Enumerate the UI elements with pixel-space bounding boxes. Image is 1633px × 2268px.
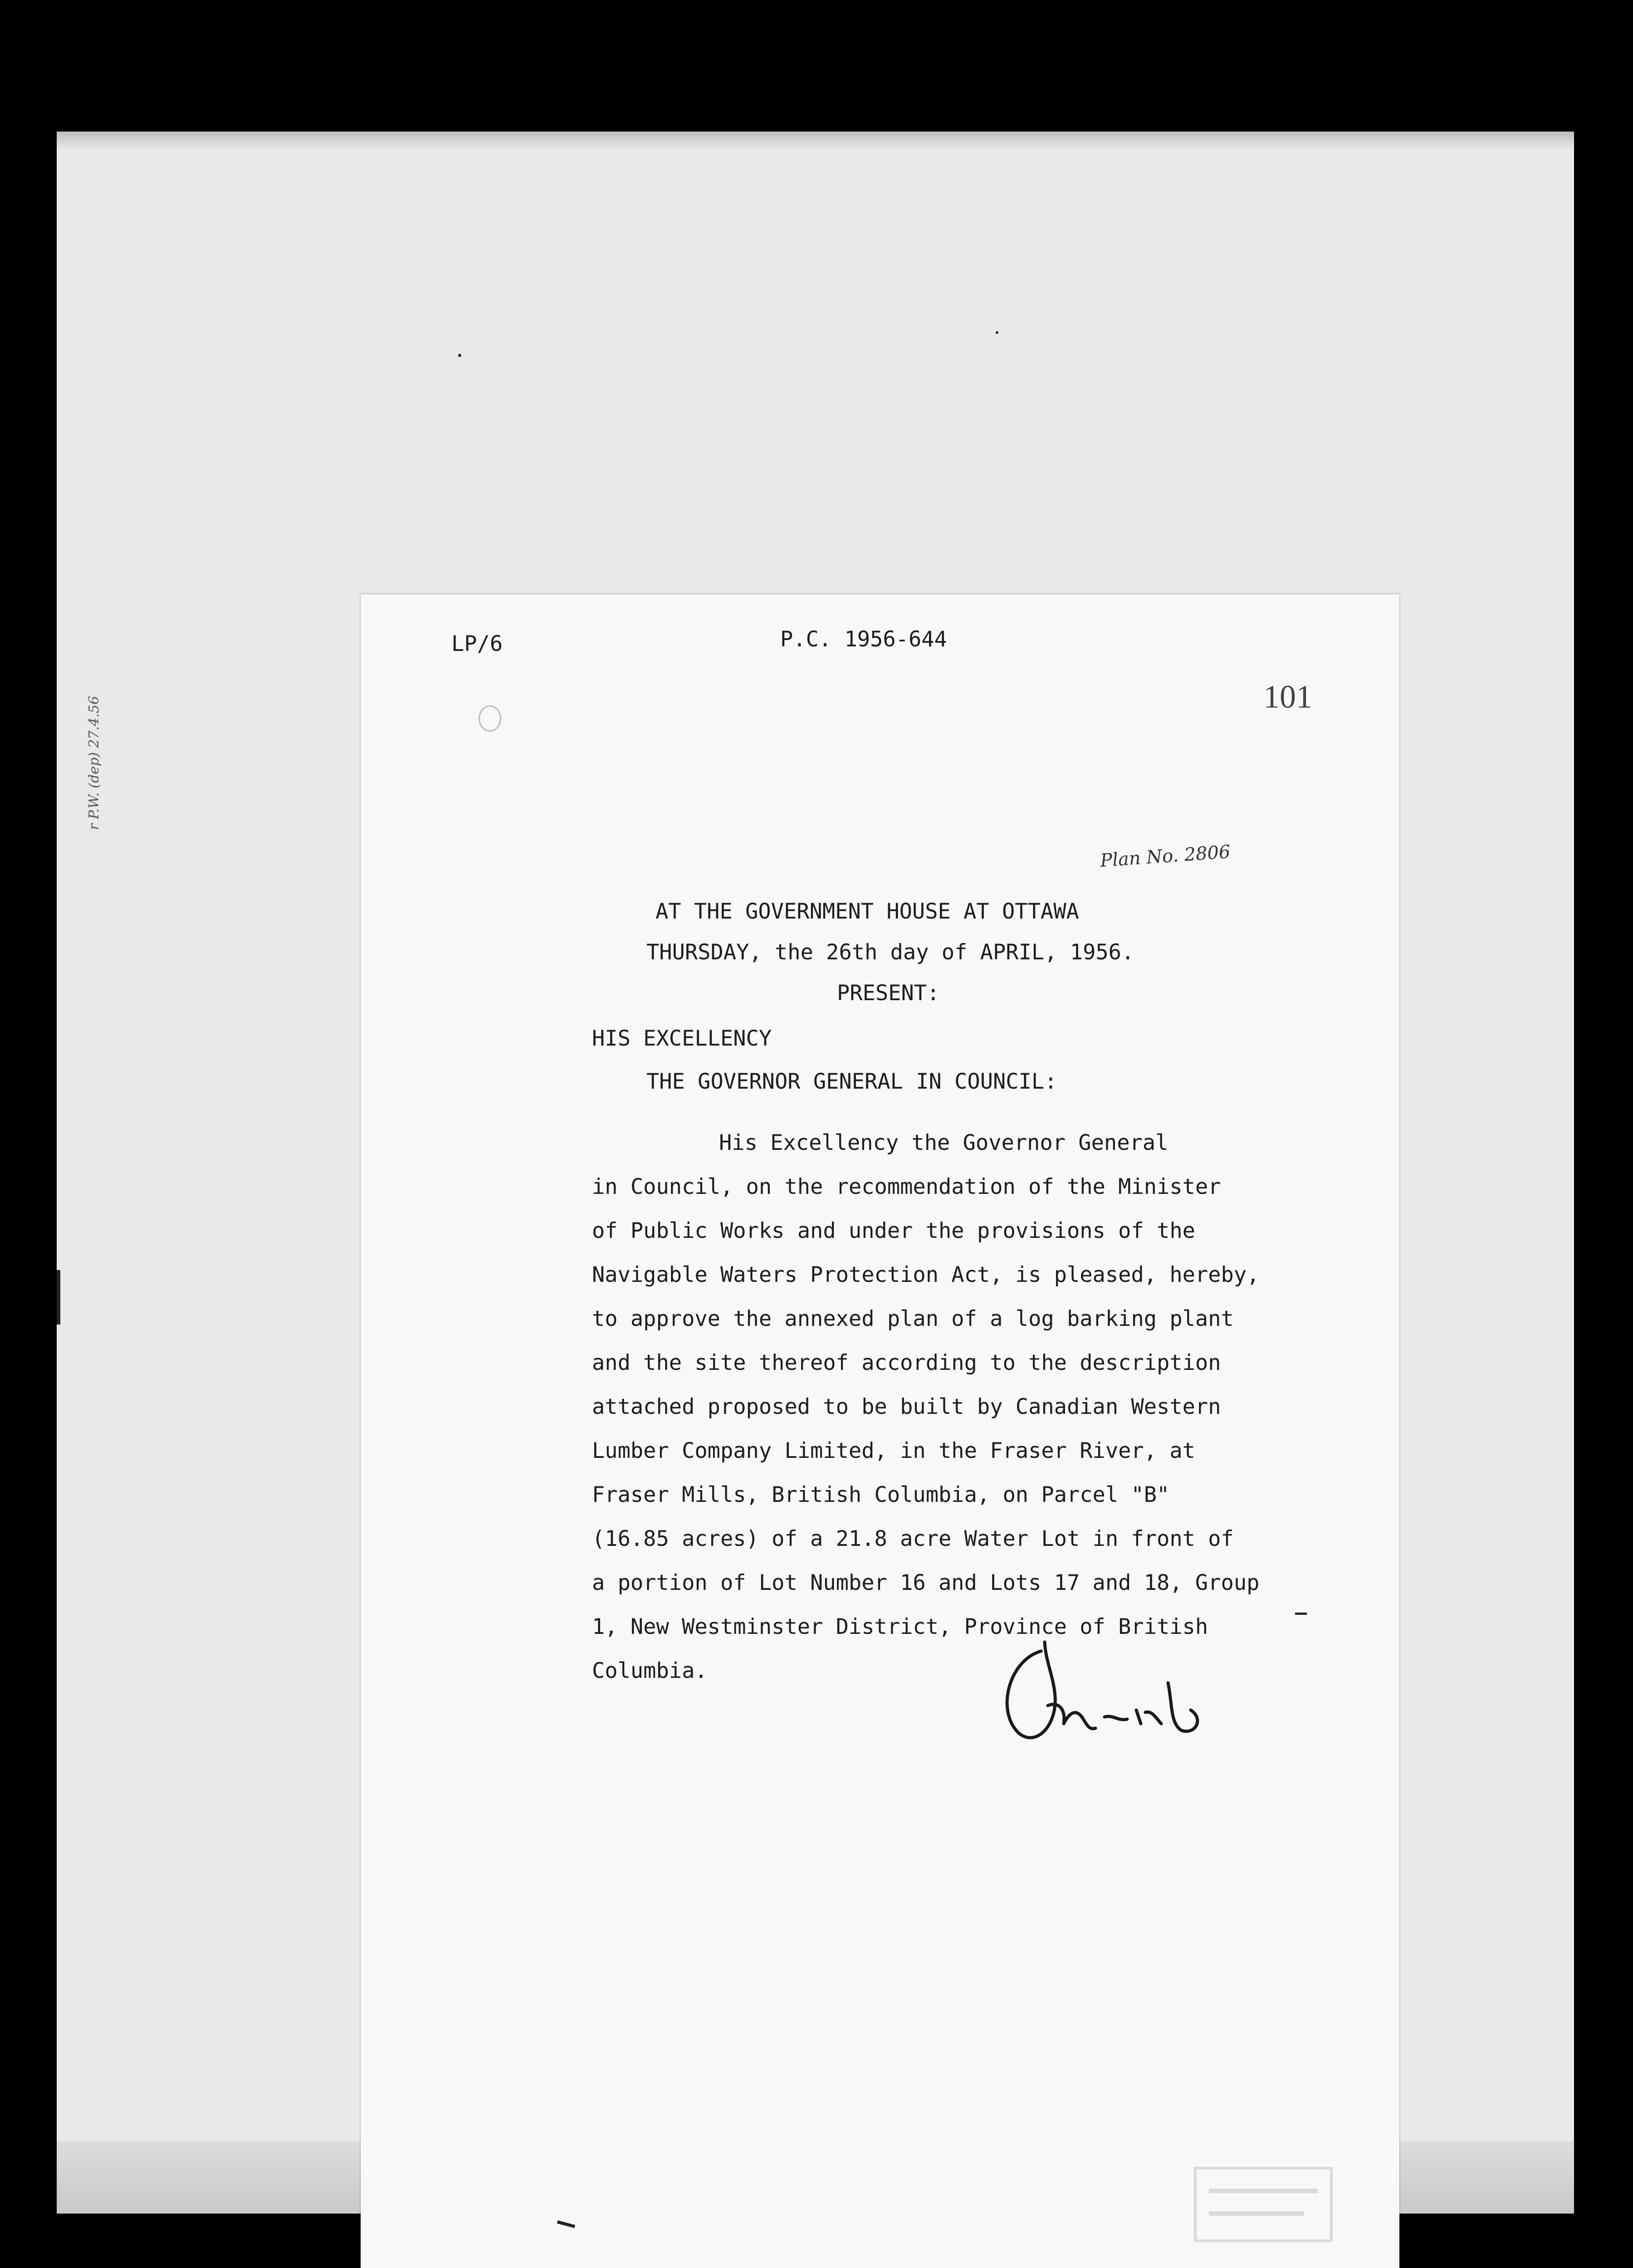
heading-date: THURSDAY, the 26th day of APRIL, 1956. (646, 940, 1134, 965)
heading-present: PRESENT: (837, 981, 940, 1006)
edge-mark (57, 1270, 60, 1325)
body-line: in Council, on the recommendation of the Minister (592, 1174, 1221, 1199)
addressee-line-1: HIS EXCELLENCY (592, 1026, 772, 1051)
speck (458, 354, 461, 357)
body-line: Fraser Mills, British Columbia, on Parcel "B" (592, 1482, 1170, 1507)
body-line: of Public Works and under the provisions of the (592, 1218, 1195, 1243)
speck (996, 331, 998, 334)
body-line: Navigable Waters Protection Act, is pleased, hereby, (592, 1262, 1260, 1287)
body-line: 1, New Westminster District, Province of British (592, 1614, 1208, 1639)
body-line: and the site thereof according to the description (592, 1350, 1221, 1375)
plan-number-annotation: Plan No. 2806 (1099, 841, 1231, 871)
body-line: attached proposed to be built by Canadian Western (592, 1394, 1221, 1419)
addressee-line-2: THE GOVERNOR GENERAL IN COUNCIL: (646, 1069, 1057, 1094)
heading-location: AT THE GOVERNMENT HOUSE AT OTTAWA (655, 899, 1079, 924)
stray-mark (1295, 1613, 1307, 1615)
file-reference: LP/6 (451, 631, 503, 656)
punch-hole (479, 705, 501, 732)
order-in-council-page (361, 594, 1399, 2268)
body-line: a portion of Lot Number 16 and Lots 17 and 18, Group (592, 1570, 1260, 1595)
margin-annotation: r P.W. (dep) 27.4.56 (86, 696, 102, 830)
body-line: His Excellency the Governor General (719, 1130, 1169, 1155)
scan-sheet (57, 132, 1574, 2214)
sheet-shadow-top (57, 132, 1574, 150)
faint-stamp-impression (1191, 2159, 1336, 2250)
order-number: P.C. 1956-644 (780, 627, 947, 652)
body-line: to approve the annexed plan of a log barking plant (592, 1306, 1234, 1331)
clerk-signature (991, 1633, 1227, 1769)
body-line: Columbia. (592, 1658, 708, 1683)
stray-mark (557, 2220, 575, 2228)
body-line: Lumber Company Limited, in the Fraser River, at (592, 1438, 1195, 1463)
folio-number: 101 (1263, 679, 1312, 715)
body-line: (16.85 acres) of a 21.8 acre Water Lot in front of (592, 1526, 1234, 1551)
